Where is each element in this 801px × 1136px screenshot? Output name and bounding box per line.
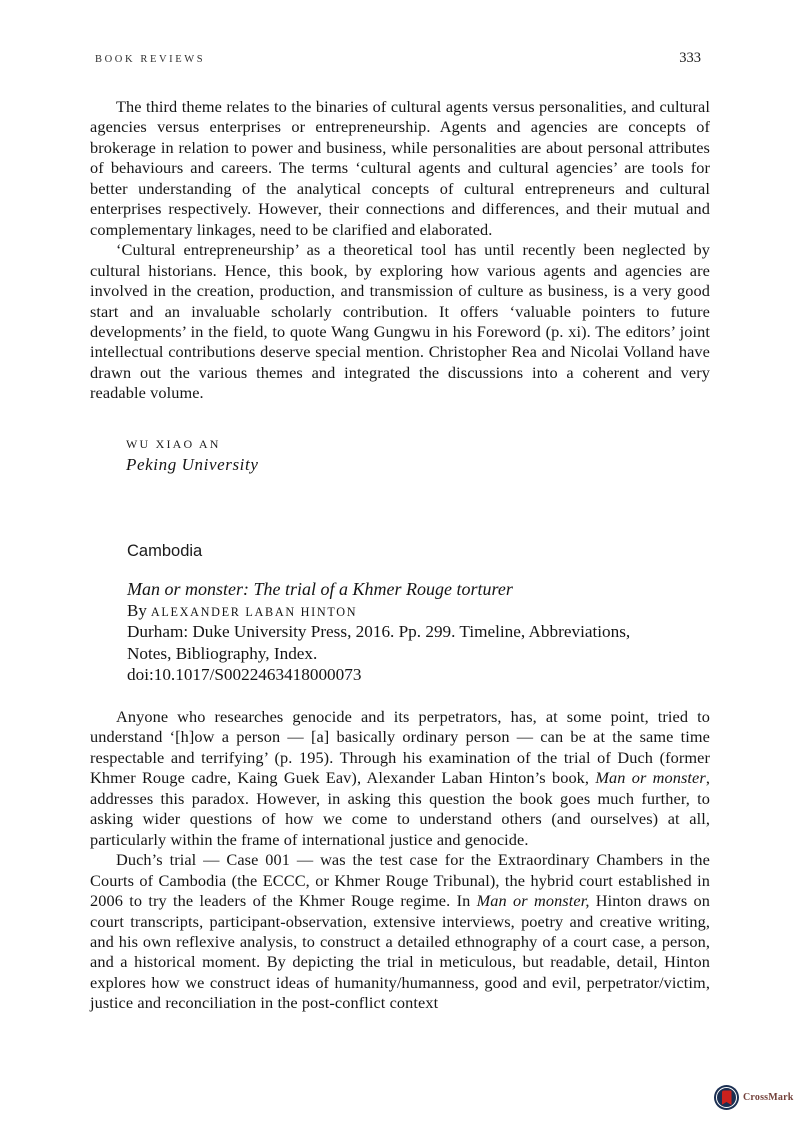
paragraph: Anyone who researches genocide and its perpetrators, has, at some point, tried to understand ‘[h]ow a person — [a] basically ordinary person — can be at the same time respectable and terrifying’ (p. 195). Through his examination of the trial of Duch (former Khmer Rouge cadre, Kaing Guek Eav), Alexander Laban Hinton’s book, Man or monster, addresses this paradox. However, in asking this question the book goes much further, to asking wider questions of how we come to understand others (and ourselves) at all, particularly within the frame of international justice and genocide. [90,707,710,849]
paragraph: The third theme relates to the binaries of cultural agents versus personalities, and cultural agencies versus enterprises or entrepreneurship. Agents and agencies are concepts of brokerage in relation to power and business, while personalities are about personal attributes of behaviours and careers. The terms ‘cultural agents and cultural agencies’ are tools for better understanding of the analytical concepts of cultural entrepreneurs and cultural enterprises respectively. However, their connections and differences, and their mutual and complementary linkages, need to be clarified and elaborated. [90,97,710,239]
book-title: Man or monster: The trial of a Khmer Rouge torturer [127,579,513,599]
page-number: 333 [679,50,701,66]
reviewer-signature [126,437,258,475]
reviewer-name: WU XIAO AN [126,437,221,451]
reviewer-affiliation: Peking University [126,455,259,474]
book-author: ALEXANDER LABAN HINTON [150,605,358,619]
imprint-line: Durham: Duke University Press, 2016. Pp. 299. Timeline, Abbreviations, [127,622,631,641]
doi: doi:10.1017/S0022463418000073 [127,665,362,685]
review-body-paragraphs [90,707,710,1014]
review-header [127,542,709,686]
previous-review-closing-paragraphs [90,97,710,404]
paragraph: ‘Cultural entrepreneurship’ as a theoretical tool has until recently been neglected by cultural historians. Hence, this book, by exploring how various agents and agencies are involved in the creation, production, and transmission of culture as business, is a very good start and an invaluable scholarly contribution. It offers ‘valuable pointers to future developments’ in the field, to quote Wang Gungwu in his Foreword (p. xi). The editors’ joint intellectual contributions deserve special mention. Christopher Rea and Nicolai Volland have drawn out the various themes and integrated the discussions into a coherent and very readable volume. [90,240,710,403]
crossmark-label: CrossMark [743,1092,794,1103]
imprint [127,621,709,664]
byline-prefix: By [127,601,147,620]
byline [127,601,709,621]
running-title: BOOK REVIEWS [95,54,206,65]
country-section-heading: Cambodia [127,542,203,560]
crossmark-ribbon-icon [722,1090,732,1105]
paragraph: Duch’s trial — Case 001 — was the test case for the Extraordinary Chambers in the Courts of Cambodia (the ECCC, or Khmer Rouge Tribunal), the hybrid court established in 2006 to try the leaders of the Khmer Rouge regime. In Man or monster, Hinton draws on court transcripts, participant-observation, extensive interviews, poetry and creative writing, and his own reflexive analysis, to construct a detailed ethnography of a court case, a person, and a historical moment. By depicting the trial in meticulous, but readable, detail, Hinton explores how we construct ideas of humanity/humanness, good and evil, perpetrator/victim, justice and reconciliation in the post-conflict context [90,850,711,1013]
running-header [95,50,701,67]
crossmark-icon [714,1085,739,1110]
crossmark-button[interactable] [714,1085,794,1110]
imprint-line: Notes, Bibliography, Index. [127,643,318,663]
